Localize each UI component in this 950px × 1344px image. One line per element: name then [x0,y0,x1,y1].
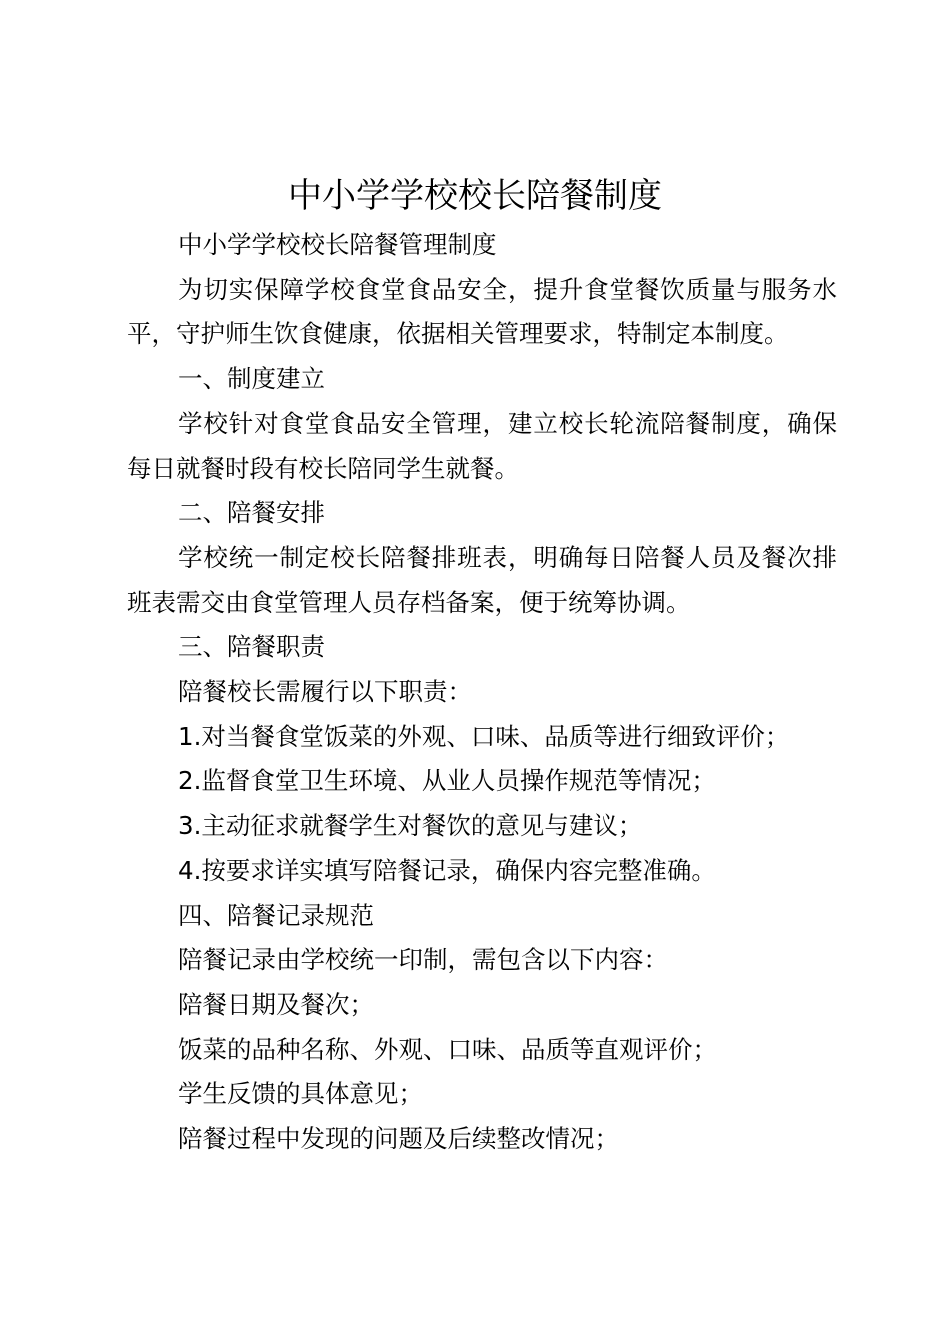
list-item-record-3: 学生反馈的具体意见； [178,1079,423,1109]
paragraph-intro: 为切实保障学校食堂食品安全，提升食堂餐饮质量与服务水平，守护师生饮食健康，依据相关管理要求，特制定本制度。 [127,274,837,349]
section-heading-1: 一、制度建立 [178,364,325,394]
paragraph-record-intro: 陪餐记录由学校统一印制，需包含以下内容： [178,945,668,975]
list-item-duty-3: 3.主动征求就餐学生对餐饮的意见与建议； [178,811,643,841]
document-title: 中小学学校校长陪餐制度 [288,176,662,216]
list-item-record-1: 陪餐日期及餐次； [178,989,374,1019]
list-item-record-2: 饭菜的品种名称、外观、口味、品质等直观评价； [178,1034,717,1064]
section-heading-2: 二、陪餐安排 [178,498,325,528]
paragraph-section-2: 学校统一制定校长陪餐排班表，明确每日陪餐人员及餐次排班表需交由食堂管理人员存档备案，便于统筹协调。 [127,542,837,617]
document-body [127,223,837,1162]
section-heading-3: 三、陪餐职责 [178,632,325,662]
paragraph-subtitle: 中小学学校校长陪餐管理制度 [178,230,497,259]
paragraph-section-1: 学校针对食堂食品安全管理，建立校长轮流陪餐制度，确保每日就餐时段有校长陪同学生就餐。 [127,408,837,483]
list-item-record-4: 陪餐过程中发现的问题及后续整改情况； [178,1124,619,1154]
list-item-duty-4: 4.按要求详实填写陪餐记录，确保内容完整准确。 [178,855,716,885]
section-heading-4: 四、陪餐记录规范 [178,900,374,930]
list-item-duty-1: 1.对当餐食堂饭菜的外观、口味、品质等进行细致评价； [178,721,790,751]
paragraph-duties-intro: 陪餐校长需履行以下职责： [178,677,472,707]
list-item-duty-2: 2.监督食堂卫生环境、从业人员操作规范等情况； [178,766,716,796]
